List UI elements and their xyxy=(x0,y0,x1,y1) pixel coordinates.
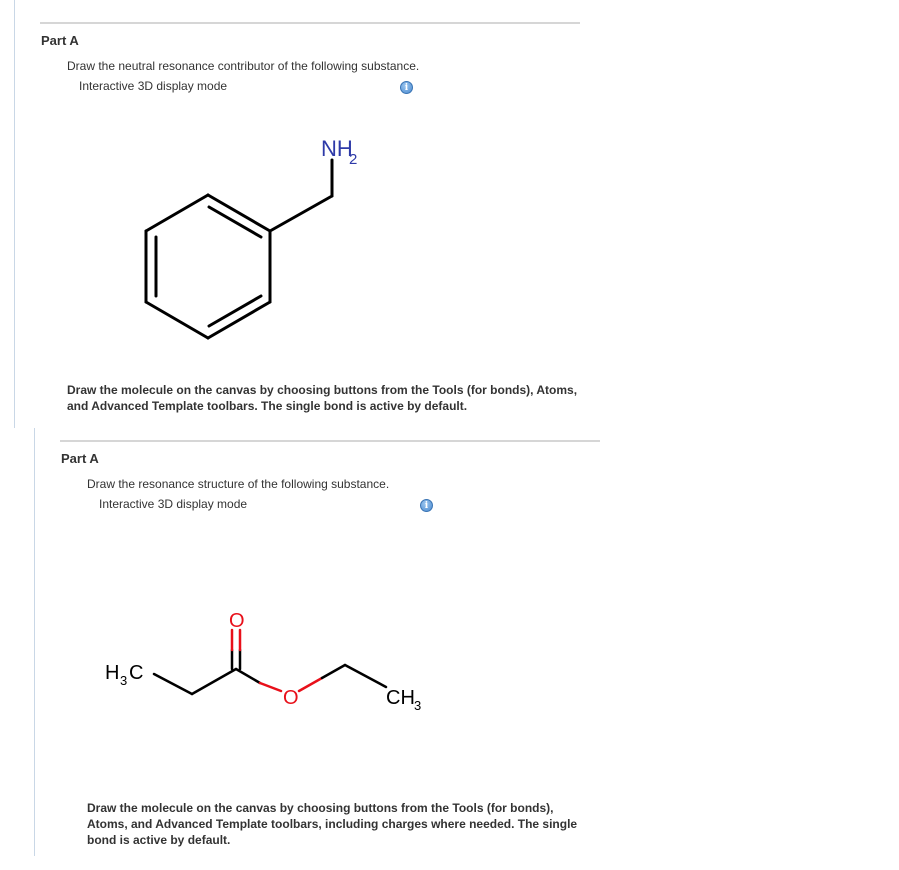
methyl-left-h: H xyxy=(105,662,120,684)
amine-subscript: 2 xyxy=(349,151,358,168)
methyl-left-subscript: 3 xyxy=(120,673,128,688)
part-a-panel-1 xyxy=(40,22,580,422)
methyl-right-subscript: 3 xyxy=(414,698,422,713)
drawing-instructions: Draw the molecule on the canvas by choosing buttons from the Tools (for bonds), Atoms, and Advanced Template toolbars. The single bond is active by default. xyxy=(67,383,578,413)
bond xyxy=(345,665,386,687)
divider xyxy=(40,22,580,24)
question-prompt: Draw the resonance structure of the following substance. xyxy=(87,477,390,491)
bond xyxy=(260,683,281,691)
info-icon[interactable]: i xyxy=(400,81,413,94)
left-border xyxy=(0,0,15,428)
molecule-benzylamine[interactable] xyxy=(135,110,395,370)
part-title: Part A xyxy=(41,33,79,48)
bond xyxy=(299,678,322,691)
info-icon[interactable]: i xyxy=(420,499,433,512)
bond xyxy=(236,669,260,683)
oxygen-ester-label: O xyxy=(283,687,299,709)
part-a-panel-2 xyxy=(60,440,600,860)
bond xyxy=(146,302,208,338)
bond xyxy=(192,669,236,694)
methyl-left-c: C xyxy=(129,662,144,684)
divider xyxy=(60,440,600,442)
drawing-instructions: Draw the molecule on the canvas by choosing buttons from the Tools (for bonds), Atoms, and Advanced Template toolbars, including charges where needed. The single bond is active by default. xyxy=(87,801,578,847)
oxygen-carbonyl-label: O xyxy=(229,610,245,632)
question-prompt: Draw the neutral resonance contributor of the following substance. xyxy=(67,59,420,73)
bond xyxy=(146,195,208,231)
amine-label: NH xyxy=(321,136,353,161)
bond xyxy=(322,665,345,678)
left-border xyxy=(0,428,35,856)
bond xyxy=(154,674,192,694)
bond xyxy=(270,196,332,231)
display-mode-label[interactable]: Interactive 3D display mode xyxy=(79,79,228,93)
molecule-ethyl-propanoate[interactable] xyxy=(100,590,440,720)
display-mode-label[interactable]: Interactive 3D display mode xyxy=(99,497,248,511)
part-title: Part A xyxy=(61,451,99,466)
methyl-right-ch: CH xyxy=(386,687,415,709)
